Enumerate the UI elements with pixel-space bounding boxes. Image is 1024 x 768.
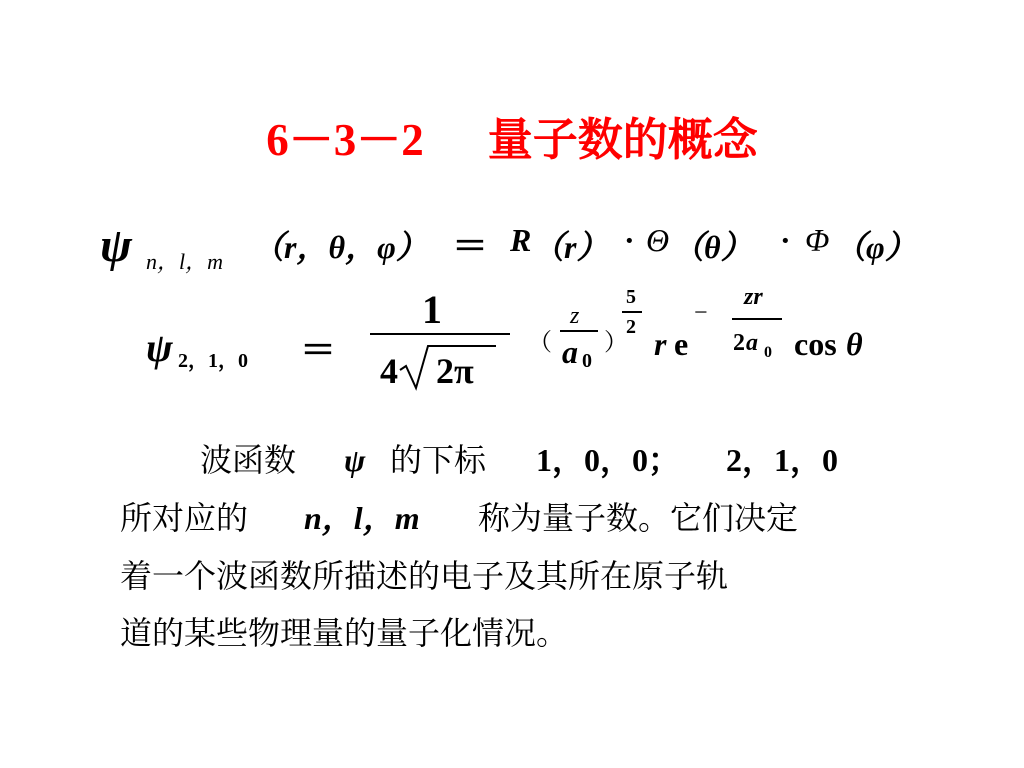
euler-e: e (674, 326, 689, 362)
exponent-numerator: 5 (626, 286, 636, 308)
psi-subscript: n，l，m (146, 249, 224, 274)
exponent-minus: − (694, 300, 708, 326)
r-variable: r (654, 326, 667, 362)
z-a0-bar (560, 330, 598, 332)
line-3-text: 着一个波函数所描述的电子及其所在原子轨 (120, 558, 729, 594)
phi-arg: （φ） (834, 229, 917, 265)
phi-function: Φ (805, 222, 830, 258)
paren-close: ） (604, 330, 628, 356)
psi-subscript-2: 2，1，0 (178, 350, 248, 372)
line-1-indices-a: 1，0，0； (536, 442, 681, 478)
sqrt-radicand: 2π (436, 351, 474, 391)
lhs-args: （r，θ，φ） (252, 229, 428, 265)
psi-symbol-2: ψ (146, 325, 173, 370)
section-number: 6－3－2 (266, 115, 424, 165)
dot-2: · (780, 222, 791, 258)
zr-bar (732, 318, 782, 320)
page-title (0, 103, 1024, 168)
psi-symbol: ψ (100, 219, 133, 272)
line-1-text-b: 的下标 (390, 442, 487, 478)
exponent-denominator: 2 (626, 316, 636, 338)
line-1-indices-b: 2，1，0 (726, 442, 839, 478)
exponent-bar (622, 311, 642, 313)
denominator-a: a (746, 330, 758, 356)
fraction-denominator-4: 4 (380, 351, 398, 391)
line-2-quantum-numbers: n，l，m (304, 500, 420, 536)
paren-open: （ (528, 330, 552, 356)
equals-sign: ＝ (452, 226, 489, 266)
fraction-bar (370, 333, 510, 335)
radial-arg: （r） (532, 229, 609, 265)
denominator-a-subscript: 0 (764, 344, 772, 361)
theta-variable: θ (846, 326, 863, 362)
a-subscript: 0 (582, 350, 592, 372)
a-variable: a (562, 334, 578, 370)
line-2-text-a: 所对应的 (120, 500, 249, 536)
cos-function: cos (794, 326, 837, 362)
line-1-text-a: 波函数 (200, 442, 297, 478)
equals-sign-2: ＝ (300, 330, 337, 370)
denominator-two: 2 (733, 330, 745, 356)
line-4-text: 道的某些物理量的量子化情况。 (120, 615, 569, 651)
zr-numerator: zr (744, 284, 763, 310)
dot-1: · (624, 222, 635, 258)
line-1-psi: ψ (344, 442, 366, 478)
section-heading: 量子数的概念 (487, 115, 758, 165)
theta-arg: （θ） (672, 229, 753, 265)
fraction-numerator: 1 (422, 287, 442, 332)
line-2-text-b: 称为量子数。它们决定 (478, 500, 799, 536)
theta-function: Θ (646, 222, 670, 258)
radial-R: R (510, 222, 532, 258)
z-variable: z (570, 303, 580, 329)
